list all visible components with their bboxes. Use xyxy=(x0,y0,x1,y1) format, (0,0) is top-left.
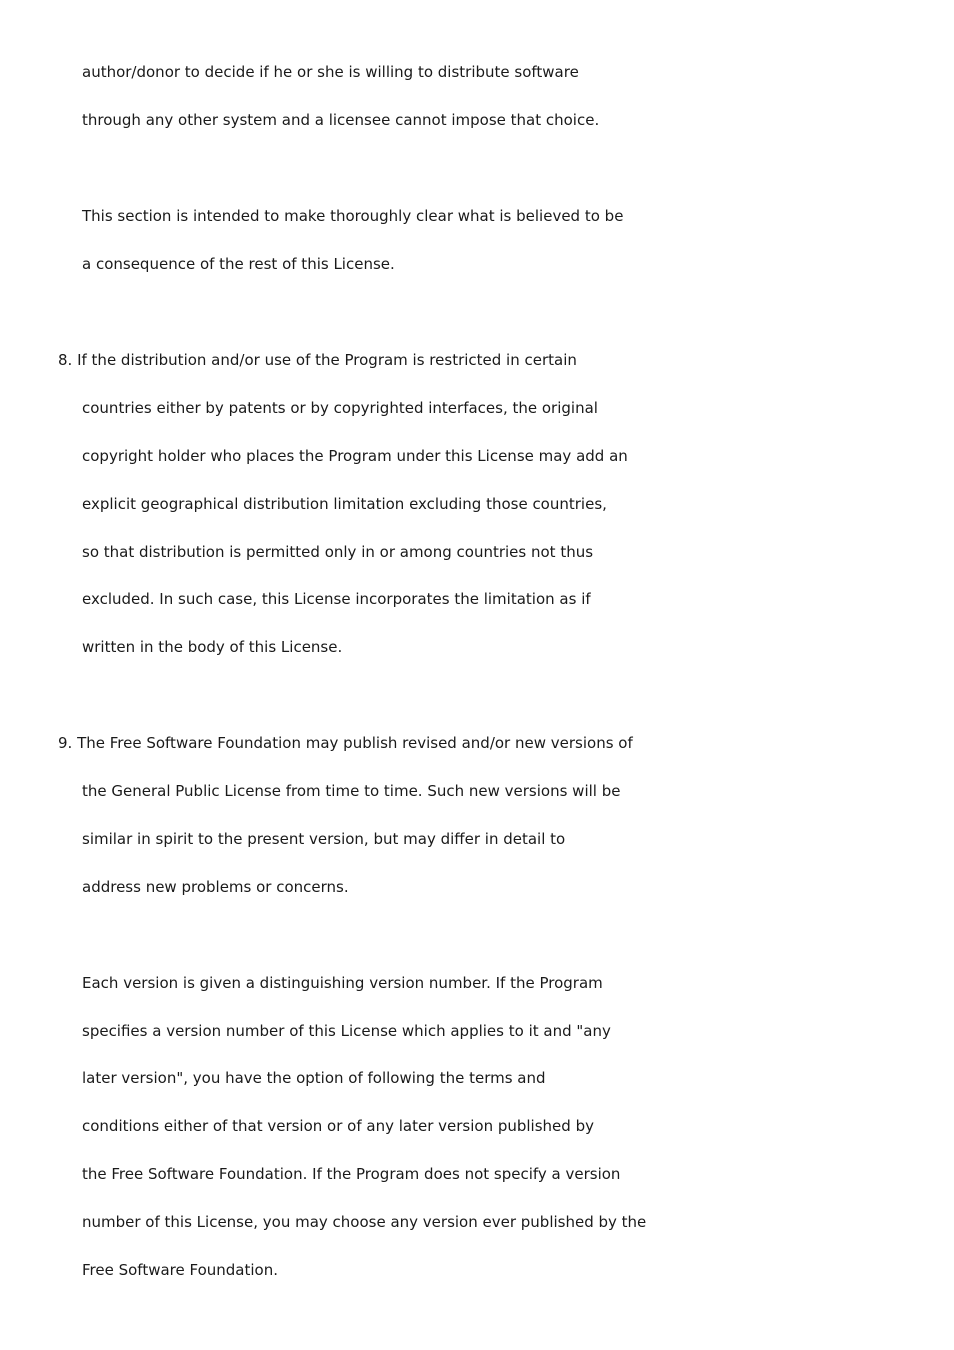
text-line: later version", you have the option of following the terms and xyxy=(82,1069,546,1087)
text-line: conditions either of that version or of any later version published by xyxy=(82,1117,594,1135)
section-heading-line: 9. The Free Software Foundation may publish revised and/or new versions of xyxy=(58,734,633,752)
text-line: excluded. In such case, this License incorporates the limitation as if xyxy=(82,590,591,608)
text-line: the Free Software Foundation. If the Program does not specify a version xyxy=(82,1165,621,1183)
text-line: written in the body of this License. xyxy=(82,638,343,656)
text-line: countries either by patents or by copyrighted interfaces, the original xyxy=(82,399,598,417)
text-line: through any other system and a licensee cannot impose that choice. xyxy=(82,111,600,129)
text-line: This section is intended to make thoroughly clear what is believed to be xyxy=(82,207,624,225)
text-line: similar in spirit to the present version, but may differ in detail to xyxy=(82,830,566,848)
text-line: specifies a version number of this License which applies to it and "any xyxy=(82,1022,611,1040)
section-heading-line: 8. If the distribution and/or use of the Program is restricted in certain xyxy=(58,351,577,369)
text-line: copyright holder who places the Program under this License may add an xyxy=(82,447,628,465)
text-line: explicit geographical distribution limitation excluding those countries, xyxy=(82,495,607,513)
text-line: so that distribution is permitted only in or among countries not thus xyxy=(82,543,594,561)
text-line: address new problems or concerns. xyxy=(82,878,349,896)
text-line: Free Software Foundation. xyxy=(82,1261,278,1279)
text-line: the General Public License from time to time. Such new versions will be xyxy=(82,782,621,800)
text-line: author/donor to decide if he or she is willing to distribute software xyxy=(82,63,579,81)
text-line: Each version is given a distinguishing version number. If the Program xyxy=(82,974,603,992)
text-line: a consequence of the rest of this License. xyxy=(82,255,395,273)
text-line: number of this License, you may choose any version ever published by the xyxy=(82,1213,647,1231)
